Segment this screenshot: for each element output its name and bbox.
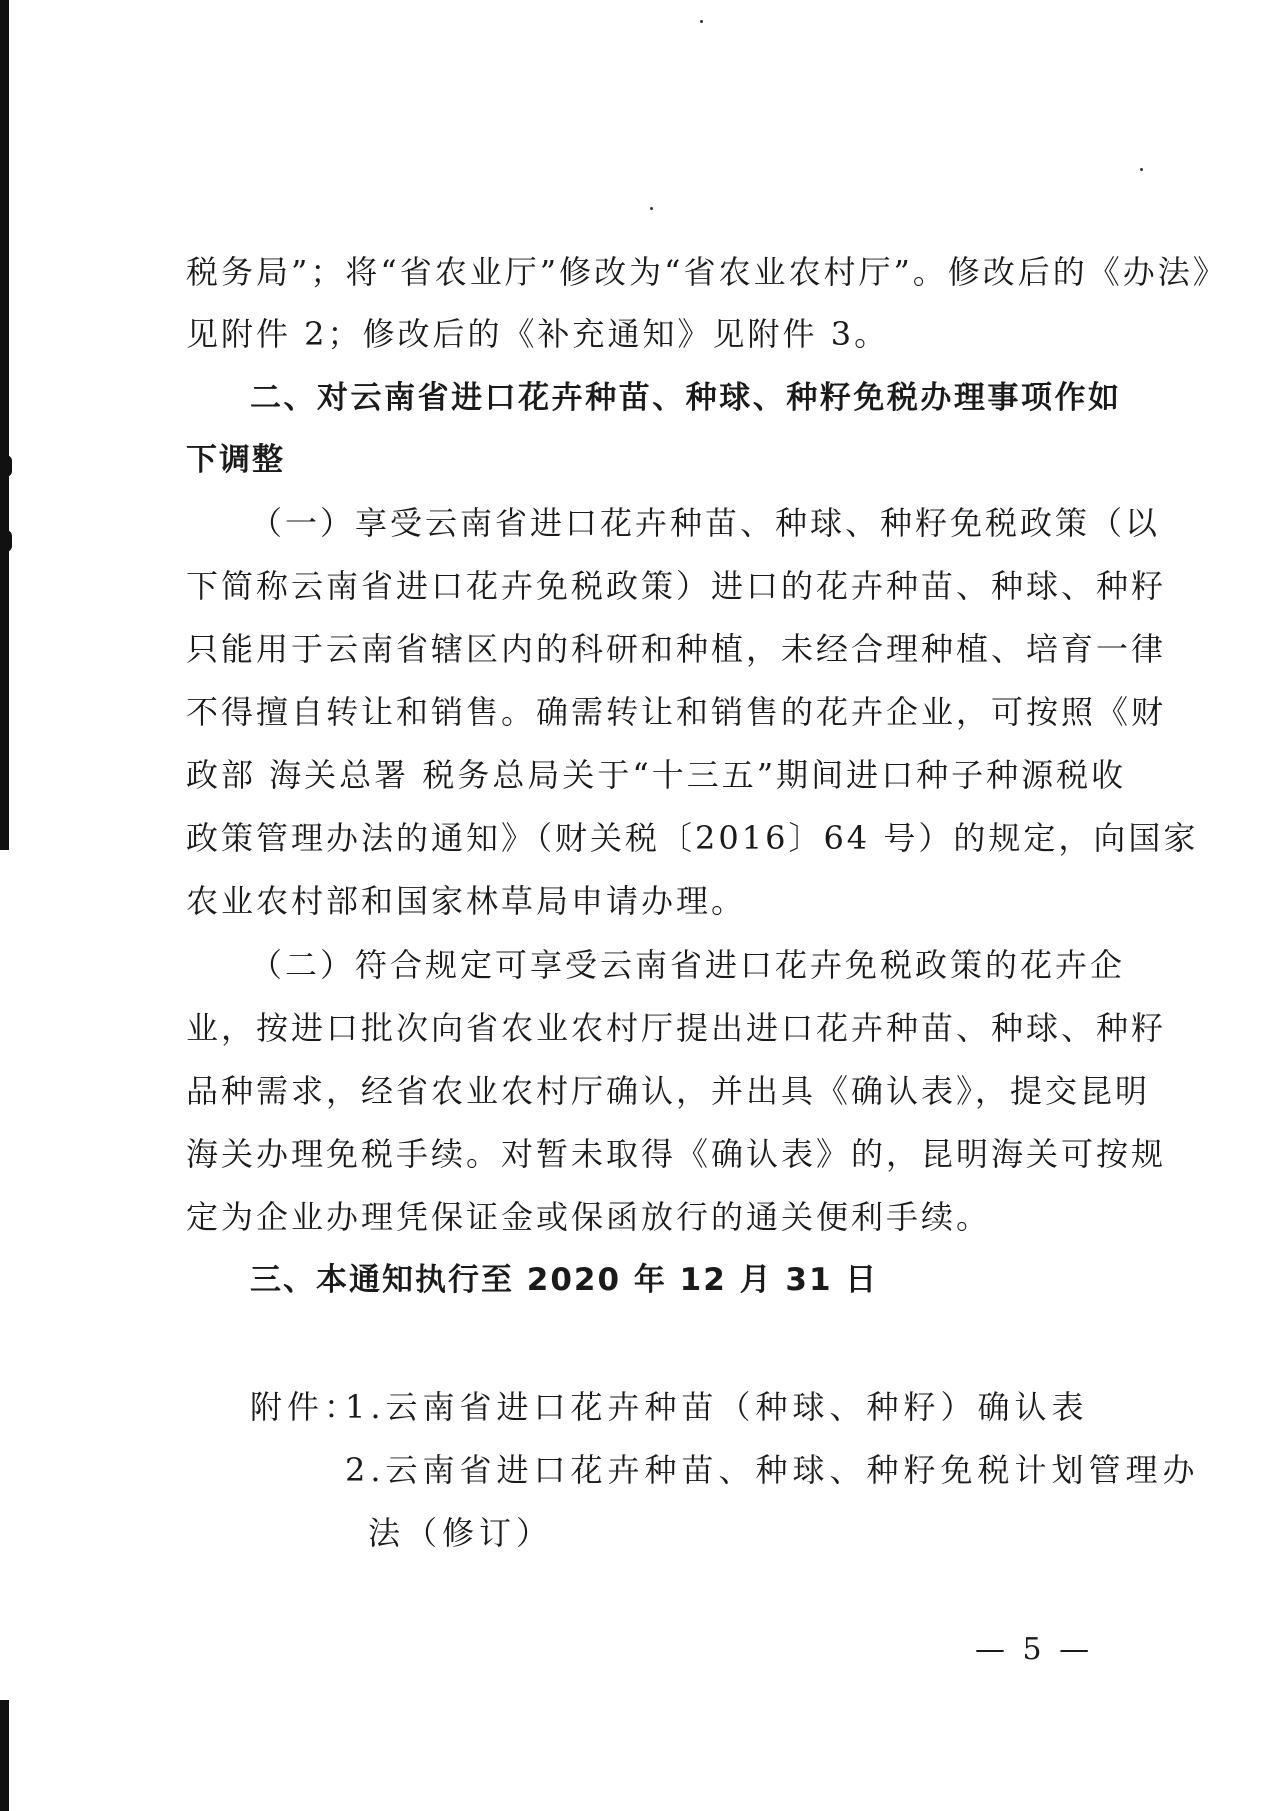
paragraph-line: 业，按进口批次向省农业农村厅提出进口花卉种苗、种球、种籽: [186, 1009, 1167, 1047]
binding-notch: [6, 530, 12, 552]
paragraph-line: 品种需求，经省农业农村厅确认，并出具《确认表》，提交昆明: [186, 1072, 1151, 1110]
paragraph-line: 农业农村部和国家林草局申请办理。: [186, 882, 747, 920]
paragraph-line: 政部 海关总署 税务总局关于“十三五”期间进口种子种源税收: [186, 756, 1127, 794]
body-line: 税务局”；将“省农业厅”修改为“省农业农村厅”。修改后的《办法》: [186, 253, 1228, 291]
paragraph-line: 不得擅自转让和销售。确需转让和销售的花卉企业，可按照《财: [186, 693, 1167, 731]
attachments-label: 附件：: [250, 1388, 362, 1426]
paragraph-line: （二）符合规定可享受云南省进口花卉免税政策的花卉企: [250, 946, 1126, 984]
attachment-item: 法（修订）: [368, 1514, 554, 1552]
paragraph-line: 海关办理免税手续。对暂未取得《确认表》的，昆明海关可按规: [186, 1135, 1167, 1173]
binding-edge-mark: [0, 0, 9, 850]
binding-notch: [6, 455, 12, 477]
scan-speck: [650, 207, 653, 210]
paragraph-line: （一）享受云南省进口花卉种苗、种球、种籽免税政策（以: [250, 504, 1161, 542]
scan-speck: [700, 20, 703, 23]
attachment-item: 1.云南省进口花卉种苗（种球、种籽）确认表: [345, 1388, 1089, 1426]
section-heading: 二、对云南省进口花卉种苗、种球、种籽免税办理事项作如: [250, 380, 1121, 416]
paragraph-line: 定为企业办理凭保证金或保函放行的通关便利手续。: [186, 1198, 992, 1236]
page-number: — 5 —: [975, 1632, 1094, 1667]
paragraph-line: 下简称云南省进口花卉免税政策）进口的花卉种苗、种球、种籽: [186, 567, 1167, 605]
binding-edge-mark: [0, 1700, 9, 1811]
attachment-item: 2.云南省进口花卉种苗、种球、种籽免税计划管理办: [345, 1451, 1200, 1489]
paragraph-line: 只能用于云南省辖区内的科研和种植，未经合理种植、培育一律: [186, 630, 1167, 668]
section-heading: 三、本通知执行至 2020 年 12 月 31 日: [250, 1262, 879, 1298]
paragraph-line: 政策管理办法的通知》（财关税〔2016〕64 号）的规定，向国家: [186, 819, 1199, 857]
body-line: 见附件 2；修改后的《补充通知》见附件 3。: [186, 315, 890, 353]
section-heading: 下调整: [186, 442, 285, 478]
scan-speck: [1140, 168, 1143, 171]
